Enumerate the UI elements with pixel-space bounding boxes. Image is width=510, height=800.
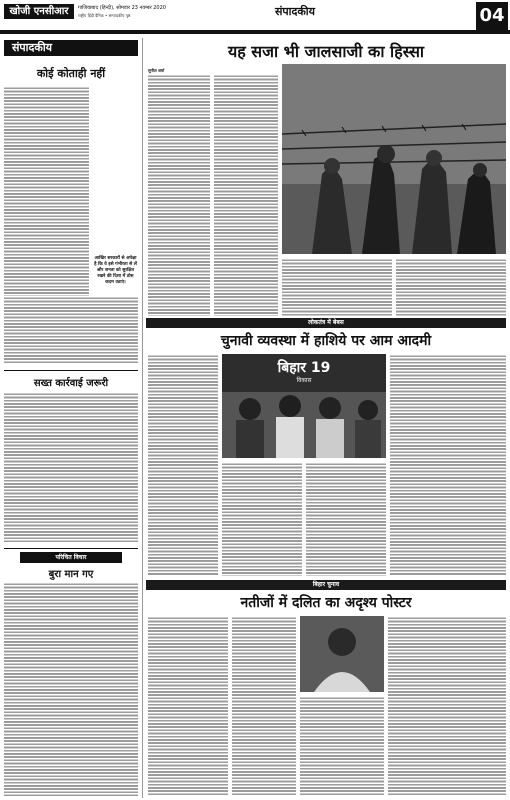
dateline: गाजियाबाद (हिन्दी), सोमवार 23 नवम्बर 2020 [78,5,166,11]
middle-photo [222,354,386,458]
subline: राष्ट्रीय हिंदी दैनिक • सम्पादकीय पृष्ठ [78,13,131,18]
pull-quote: आखिर सरकारों से अपेक्षा है कि वे इसे गंभीरता से लें और जनता को सुरक्षित रखने की दिशा में ठोस कदम उठाएं। [94,256,137,285]
main-body-col2 [214,74,278,316]
middle-strip: लोकतंत्र में बेबस [146,318,506,328]
editorial-banner: संपादकीय [4,40,138,56]
bottom-body-col3 [300,696,384,796]
article3-body [4,582,138,796]
middle-body-col4 [390,354,506,576]
bottom-body-col2 [232,616,296,796]
article1-body-left [4,86,89,296]
article2-body [4,392,138,542]
voter-photo [300,616,384,692]
article3-kicker: परिचित विचार [20,552,122,563]
photo-banner-text: बिहार 19 [277,360,331,376]
bottom-headline: नतीजों में दलित का अदृश्य पोस्टर [240,595,412,611]
middle-body-col1 [148,354,218,576]
brand-logo: खोजी एनसीआर [4,4,74,19]
main-body-col3a [282,258,392,316]
main-body-col4 [396,258,506,316]
bottom-strip: बिहार चुनाव [146,580,506,590]
byline: सुनील शर्मा [148,68,165,73]
main-illustration [282,64,506,254]
barbed-wire-hands-image [282,64,506,254]
section-title: संपादकीय [274,5,316,18]
masthead [0,0,510,34]
middle-headline: चुनावी व्यवस्था में हाशिये पर आम आदमी [220,333,432,349]
main-headline: यह सजा भी जालसाजी का हिस्सा [227,42,425,61]
main-body-col1 [148,74,210,316]
bottom-photo [300,616,384,692]
article1-body-right [4,296,138,364]
middle-body-col3 [306,462,386,576]
article3-headline: बुरा मान गए [48,569,94,580]
bottom-body-col1 [148,616,228,796]
article2-headline: सख्त कार्रवाई जरूरी [33,378,109,389]
middle-body-col2 [222,462,302,576]
photo-banner-sub: विकास [296,377,312,384]
article1-headline: कोई कोताही नहीं [36,67,106,80]
bottom-body-col4 [388,616,506,796]
page-number: 04 [476,2,508,30]
